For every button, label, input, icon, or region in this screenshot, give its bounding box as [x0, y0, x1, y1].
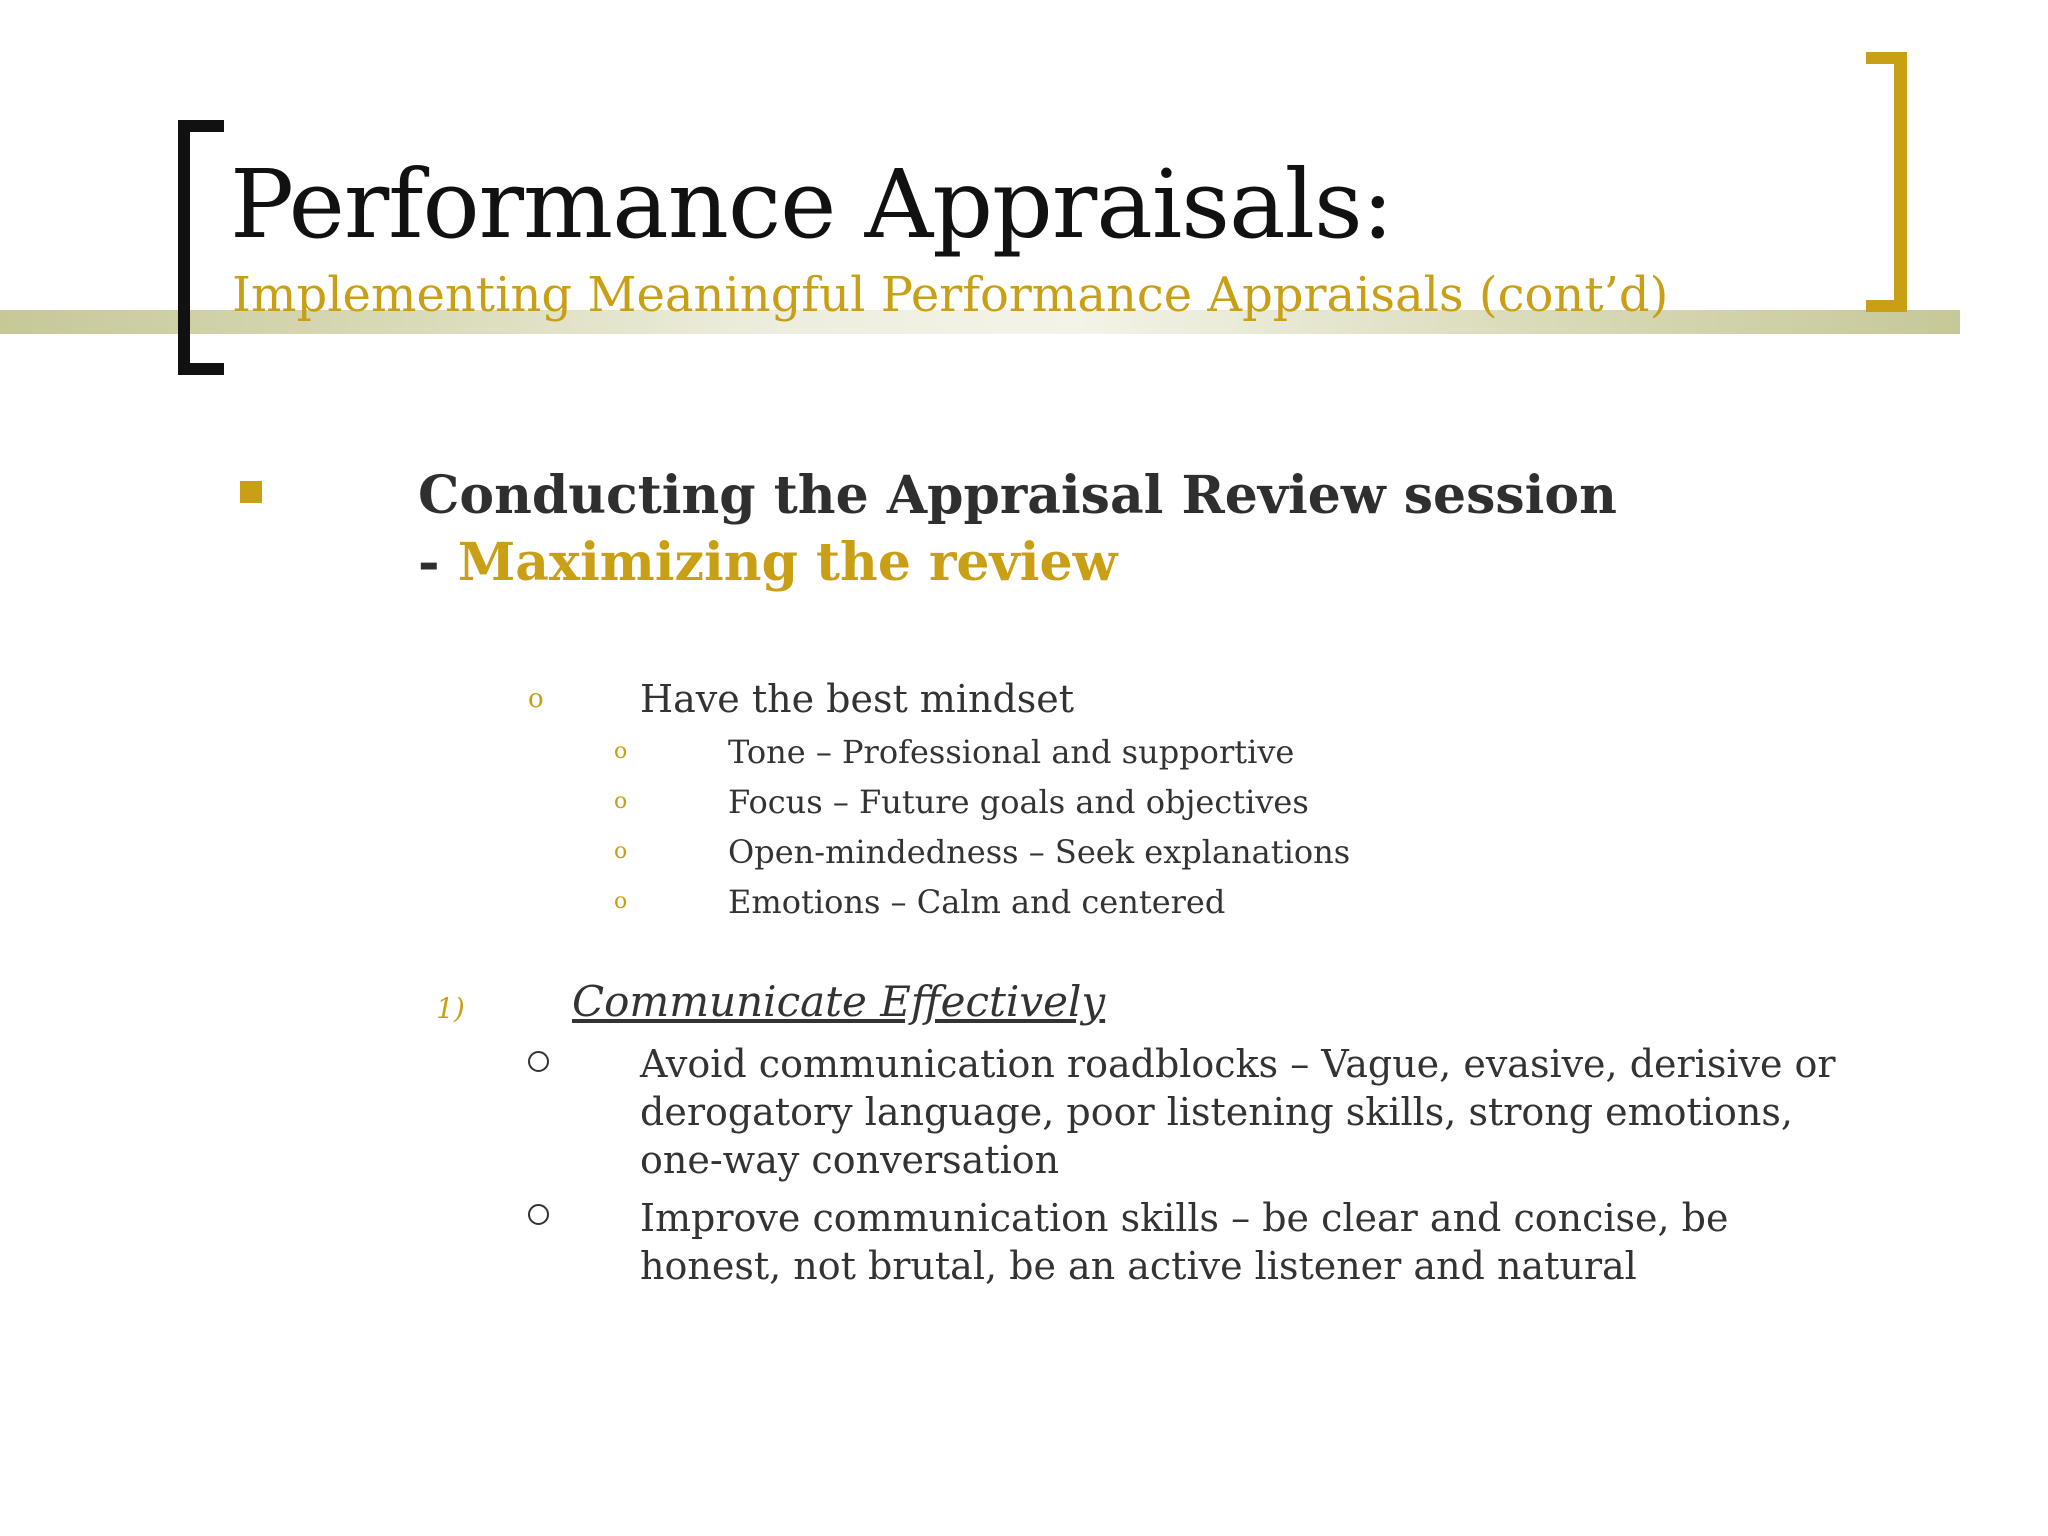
right-bracket-bottom	[1866, 300, 1907, 312]
left-bracket-top	[178, 120, 224, 132]
heading-dash: -	[418, 532, 458, 593]
square-bullet-icon	[240, 481, 262, 503]
slide-title: Performance Appraisals:	[230, 150, 1393, 260]
left-bracket-bar	[178, 120, 190, 375]
mindset-label: Have the best mindset	[640, 677, 1075, 721]
heading-accent: Maximizing the review	[457, 532, 1118, 593]
list-item: Focus – Future goals and objectives	[728, 783, 1309, 821]
o-bullet-icon: o	[614, 739, 628, 764]
section-subheading	[418, 532, 1117, 594]
communicate-heading: Communicate Effectively	[572, 977, 1106, 1026]
o-bullet-icon: o	[614, 889, 628, 914]
list-item: Avoid communication roadblocks – Vague, evasive, derisive or derogatory language, poor listening skills, strong emotions, one-way conversation	[640, 1042, 1836, 1182]
right-bracket-top	[1866, 52, 1907, 64]
o-bullet-icon: o	[614, 839, 628, 864]
o-bullet-icon: o	[528, 684, 544, 714]
circle-bullet-icon	[528, 1051, 549, 1072]
left-bracket-bottom	[178, 363, 224, 375]
o-bullet-icon: o	[614, 789, 628, 814]
list-item: Tone – Professional and supportive	[728, 733, 1295, 771]
list-item: Emotions – Calm and centered	[728, 883, 1226, 921]
slide-subtitle: Implementing Meaningful Performance Appraisals (cont’d)	[232, 267, 1669, 323]
circle-bullet-icon	[528, 1204, 549, 1225]
list-item: Open-mindedness – Seek explanations	[728, 833, 1351, 871]
section-heading: Conducting the Appraisal Review session	[418, 465, 1617, 526]
list-number: 1)	[436, 992, 465, 1025]
list-item: Improve communication skills – be clear and concise, be honest, not brutal, be an active listener and natural	[640, 1196, 1729, 1288]
right-bracket-bar	[1894, 52, 1907, 312]
